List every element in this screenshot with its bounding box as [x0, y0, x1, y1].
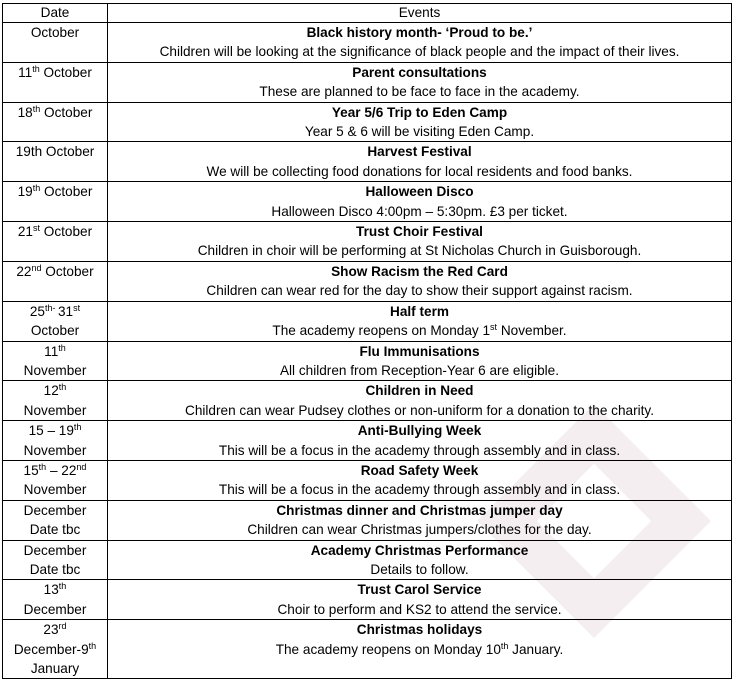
event-title: Flu Immunisations: [359, 343, 480, 359]
event-detail-cell: [108, 580, 732, 620]
table-row: [3, 62, 732, 102]
table-row: [3, 102, 732, 142]
event-description: This will be a focus in the academy through assembly and in class.: [218, 482, 621, 498]
event-title: Children in Need: [365, 383, 474, 399]
table-row: [3, 421, 732, 461]
event-date: 12th: [43, 382, 67, 399]
table-row: [3, 341, 732, 381]
event-date: November: [23, 362, 87, 378]
table-row: [3, 381, 732, 421]
event-date-cell: [3, 102, 108, 142]
table-row: [3, 580, 732, 620]
event-date: 19th October: [17, 183, 93, 200]
event-description: Children can wear red for the day to show their support against racism.: [206, 283, 633, 299]
table-row: [3, 301, 732, 341]
table-row: [3, 142, 732, 182]
event-date-cell: [3, 182, 108, 222]
event-date: 23rd: [43, 621, 67, 638]
event-date: 15th – 22nd: [23, 461, 87, 478]
event-date: January: [30, 661, 80, 676]
event-date-cell: [3, 540, 108, 580]
event-date: 21st October: [17, 223, 93, 240]
event-description: These are planned to be face to face in the academy.: [259, 84, 580, 100]
event-description: The academy reopens on Monday 1st November.: [272, 322, 567, 339]
table-row: [3, 500, 732, 540]
event-description: Children can wear Christmas jumpers/clothes for the day.: [247, 522, 592, 538]
event-title: Christmas holidays: [356, 622, 483, 638]
event-date-cell: [3, 460, 108, 500]
event-description: The academy reopens on Monday 10th January.: [275, 640, 564, 657]
header-row: [3, 4, 732, 23]
event-title: Academy Christmas Performance: [310, 542, 529, 558]
event-date-cell: [3, 381, 108, 421]
event-title: Trust Choir Festival: [356, 224, 483, 240]
event-title: Parent consultations: [352, 64, 487, 80]
event-date: 11th October: [18, 63, 92, 80]
event-detail-cell: [108, 500, 732, 540]
event-date: December: [23, 502, 87, 518]
event-detail-cell: [108, 620, 732, 679]
event-date-cell: [3, 222, 108, 262]
event-description: Children will be looking at the significance of black people and the impact of their lives.: [159, 44, 680, 60]
event-date: Date tbc: [29, 522, 81, 538]
table-row: [3, 261, 732, 301]
event-title: Halloween Disco: [365, 184, 474, 200]
event-description: Halloween Disco 4:00pm – 5:30pm. £3 per ticket.: [271, 203, 568, 219]
event-date: 18th October: [17, 103, 93, 120]
event-detail-cell: [108, 261, 732, 301]
event-date-cell: [3, 142, 108, 182]
event-title: Christmas dinner and Christmas jumper day: [276, 502, 563, 518]
event-date: October: [30, 323, 80, 339]
event-date: 11th: [44, 342, 66, 359]
event-description: This will be a focus in the academy through assembly and in class.: [218, 442, 621, 458]
event-date: 22nd October: [16, 262, 94, 279]
event-date: December-9th: [13, 640, 97, 657]
event-detail-cell: [108, 182, 732, 222]
table-row: [3, 460, 732, 500]
event-date-cell: [3, 341, 108, 381]
event-date-cell: [3, 620, 108, 679]
event-date-cell: [3, 580, 108, 620]
event-date: Date tbc: [29, 561, 81, 577]
event-title: Show Racism the Red Card: [331, 263, 508, 279]
table-row: [3, 222, 732, 262]
event-date: November: [23, 442, 87, 458]
event-detail-cell: [108, 222, 732, 262]
event-date: $25^{th-}$ 31st: [29, 302, 81, 319]
event-title: Road Safety Week: [360, 462, 479, 478]
event-description: All children from Reception-Year 6 are eligible.: [279, 362, 560, 378]
events-table: [2, 3, 732, 679]
event-detail-cell: [108, 102, 732, 142]
event-detail-cell: [108, 142, 732, 182]
event-date: 13th: [43, 581, 67, 598]
event-title: Harvest Festival: [367, 144, 472, 160]
event-date-cell: [3, 23, 108, 63]
table-row: [3, 540, 732, 580]
event-date: December: [23, 542, 87, 558]
event-detail-cell: [108, 23, 732, 63]
event-date: October: [30, 25, 80, 40]
event-title: Trust Carol Service: [357, 582, 482, 598]
event-date: 19th October: [15, 144, 95, 160]
event-detail-cell: [108, 381, 732, 421]
event-date-cell: [3, 301, 108, 341]
event-date-cell: [3, 500, 108, 540]
event-date-cell: [3, 261, 108, 301]
event-description: We will be collecting food donations for local residents and food banks.: [206, 163, 633, 179]
table-row: [3, 182, 732, 222]
table-row: [3, 620, 732, 679]
event-title: Year 5/6 Trip to Eden Camp: [331, 104, 508, 120]
event-date: November: [23, 482, 87, 498]
event-description: Details to follow.: [370, 561, 469, 577]
event-detail-cell: [108, 341, 732, 381]
event-description: Year 5 & 6 will be visiting Eden Camp.: [304, 124, 535, 140]
event-title: Half term: [390, 303, 449, 319]
date-column-header: Date: [3, 4, 108, 23]
event-detail-cell: [108, 62, 732, 102]
event-detail-cell: [108, 301, 732, 341]
event-description: Choir to perform and KS2 to attend the service.: [277, 601, 562, 617]
events-table-body: [3, 23, 732, 679]
events-column-header: Events: [108, 4, 732, 23]
event-detail-cell: [108, 421, 732, 461]
event-date: November: [23, 402, 87, 418]
event-date-cell: [3, 421, 108, 461]
event-description: Children can wear Pudsey clothes or non-uniform for a donation to the charity.: [185, 402, 654, 418]
table-row: [3, 23, 732, 63]
event-title: Anti-Bullying Week: [357, 423, 482, 439]
event-date-cell: [3, 62, 108, 102]
event-date: December: [23, 601, 87, 617]
event-title: Black history month- ‘Proud to be.’: [306, 25, 533, 40]
event-detail-cell: [108, 460, 732, 500]
event-detail-cell: [108, 540, 732, 580]
event-date: 15 – 19th: [28, 422, 82, 439]
event-description: Children in choir will be performing at St Nicholas Church in Guisborough.: [197, 243, 642, 259]
